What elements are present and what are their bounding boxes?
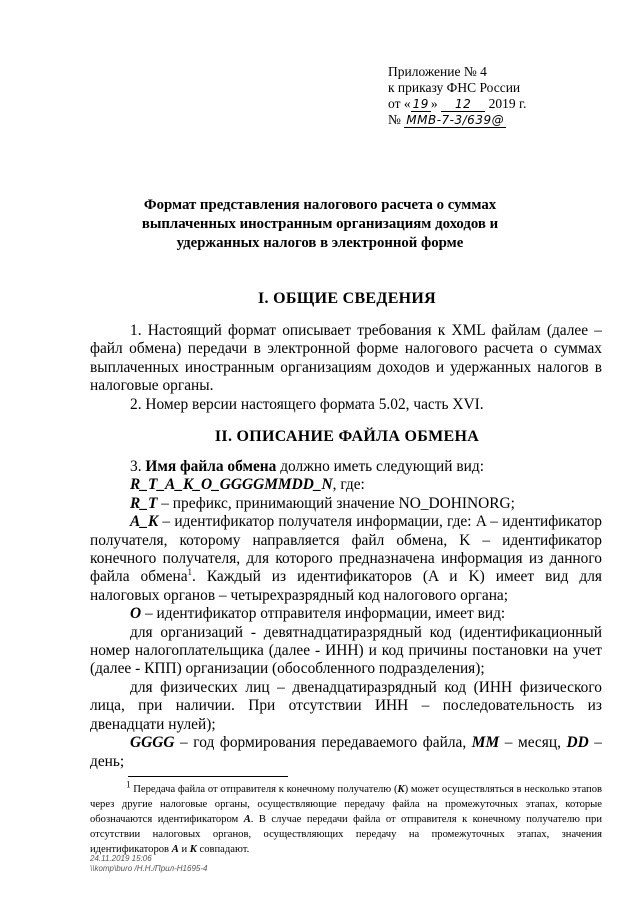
order-date-year: 2019 г. [488,96,527,111]
definition-rt: R_T – префикс, принимающий значение NO_DOHINORG; [130,494,515,512]
print-timestamp: 24.11.2019 15:06 [90,854,152,863]
order-date: от « 19 » 12 2019 г. [388,96,527,111]
paragraph-1: 1. Настоящий формат описывает требования к XML файлам (далее – файл обмена) передачи в электронной форме налогового расчета о суммах выплаченных иностранным организациям доходов и удержанных налогов в налоговые органы. [90,322,602,395]
document-title: Формат представления налогового расчета о суммах выплаченных иностранным организациям доходов и удержанных налогов в электронной форме [141,197,499,251]
paragraph-2: 2. Номер версии настоящего формата 5.02, часть XVI. [130,395,484,413]
footnote: $^1$ Передача файла от отправителя к конечному получателю (K) может осуществляться в несколько этапов через другие налоговые органы, осуществляющие передачу файла на промежуточных этапах, которые обозначаются идентификатором A. В случае передачи файла от отправителя к конечному получателю при отсутствии налоговых органов, осуществляющих передачу на промежуточных этапах, значения идентификаторов A и K совпадают. [90,779,603,855]
order-caption: к приказу ФНС России [388,80,521,95]
section-2-heading: II. ОПИСАНИЕ ФАЙЛА ОБМЕНА [214,428,480,445]
definition-ak: A_K – идентификатор получателя информации, где: A – идентификатор получателя, которому направляется файл обмена, K – идентификатор конечного получателя, для которого предназначена информация из данного файла обмена$^1$. Каждый из идентификаторов (A и K) имеет вид для налоговых органов – четырехразрядный код налогового органа; [90,513,602,604]
paragraph-3: 3. Имя файла обмена должно иметь следующий вид: [130,458,484,475]
order-reference-block [388,64,526,128]
file-name-pattern: R_T_A_K_O_GGGGMMDD_N, где: [130,476,365,494]
print-file-path: \\komp\buro /Н.Н./Прил-Н1695-4 [90,864,208,873]
section-1-body [90,322,602,414]
definition-o-organizations: для организаций - девятнадцатиразрядный код (идентификационный номер налогоплательщика (далее - ИНН) и код причины постановки на учет (далее - КПП) организации (обособленного подразделения); [90,623,602,678]
order-number: № ММВ-7-3/639@ [388,112,505,127]
order-date-day: 19 [412,97,429,111]
definition-o: O – идентификатор отправителя информации, имеет вид: [130,605,506,623]
order-number-value: ММВ-7-3/639@ [406,113,505,127]
footnote-marker: 1 [126,779,131,790]
print-stamp [90,854,207,874]
footnote-ref[interactable]: 1 [187,567,193,578]
section-1-heading: I. ОБЩИЕ СВЕДЕНИЯ [257,290,437,307]
definition-date: GGGG – год формирования передаваемого файла, MM – месяц, DD – день; [90,734,602,770]
footnote-divider [128,776,288,777]
order-date-month: 12 [441,97,485,112]
appendix-number: Приложение № 4 [388,64,487,79]
definition-o-individuals: для физических лиц – двенадцатиразрядный код (ИНН физического лица, при наличии. При отсутствии ИНН – последовательность из двенадцати нулей); [90,678,602,733]
section-2-body [90,458,602,771]
